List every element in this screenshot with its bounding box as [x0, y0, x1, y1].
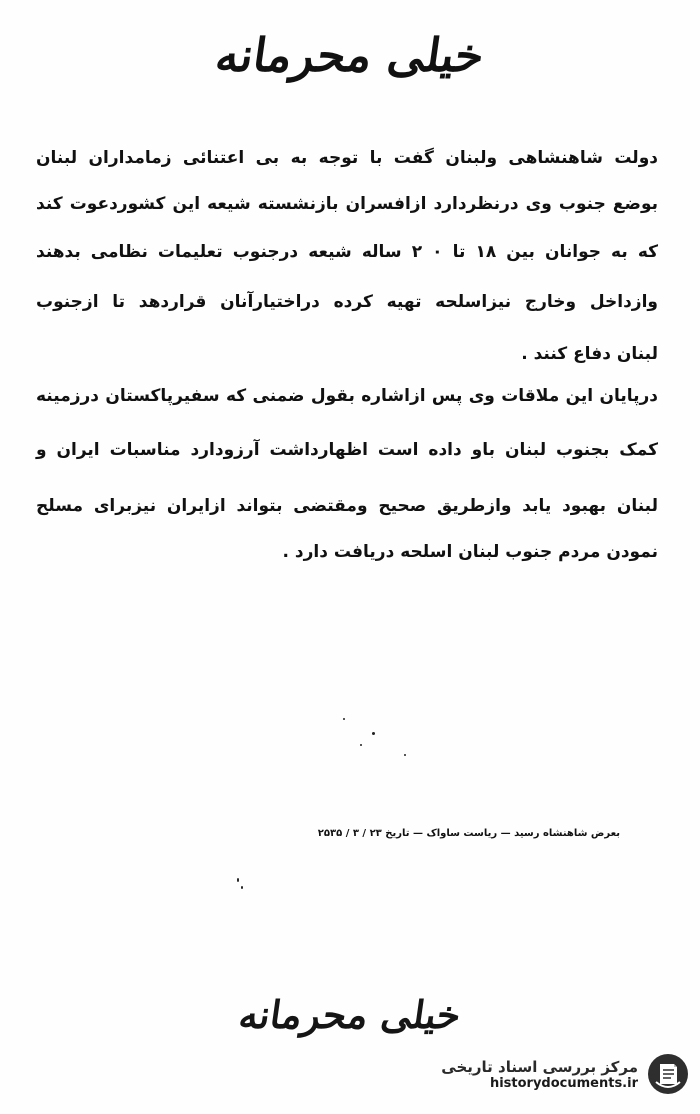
watermark-title: مرکز بررسی اسناد تاریخی [441, 1057, 638, 1076]
document-center-logo-icon [646, 1052, 690, 1096]
handwritten-note: بعرض شاهنشاه رسید — ریاست ساواک — تاریخ ۲۳ / ۳ / ۲۵۳۵ [317, 828, 620, 839]
scan-speck [237, 878, 239, 882]
watermark-url: historydocuments.ir [489, 1075, 638, 1091]
scan-speck [360, 744, 362, 746]
watermark-text [441, 1058, 638, 1091]
document-page: خیلی محرمانه دولت شاهنشاهی ولبنان گفت با توجه به بی اعتنائی زمامداران لبنان بوضع جنوب وی درنظردارد ازافسران بازنشسته شیعه این کشوردعوت کند که به جوانان بین ۱۸ تا ۰ ۲ ساله شیعه درجنوب تعلیمات نظامی بدهند وازداخل وخارج نیزاسلحه تهیه کرده دراختیارآنان قراردهد تا ازجنوب لبنان دفاع کنند . درپایان این ملاقات وی پس ازاشاره بقول ضمنی که سفیرپاکستان درزمینه کمک بجنوب لبنان باو داده است اظهارداشت آرزودارد مناسبات ایران و لبنان بهبود یابد وازطریق صحیح ومقتضی بتواند ازایران نیزبرای مسلح نمودن مردم جنوب لبنان اسلحه دریافت دارد . بعرض شاهنشاه رسید — ریاست ساواک — تاریخ ۲۳ / ۳ / ۲۵۳۵ خیلی محرمانه مرکز بررسی اسناد تاریخی historydocuments.ir [0, 0, 700, 1114]
scan-speck [343, 718, 345, 720]
classification-stamp-bottom: خیلی محرمانه [236, 992, 464, 1037]
scan-speck [241, 886, 243, 889]
scan-speck [372, 732, 375, 735]
classification-stamp-top: خیلی محرمانه [212, 28, 488, 82]
watermark-logo [420, 1044, 690, 1104]
scan-speck [404, 754, 406, 756]
